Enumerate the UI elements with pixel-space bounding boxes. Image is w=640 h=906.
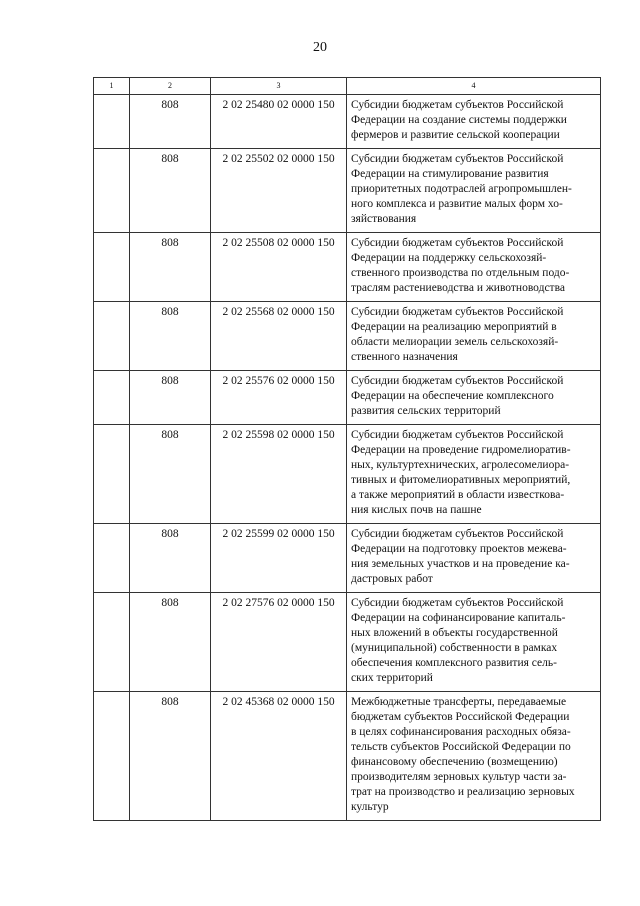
admin-code-cell: 808 [130,95,211,149]
description-line: обеспечения комплексного развития сель- [351,657,557,669]
description-line: ния кислых почв на пашне [351,504,482,516]
table-row [94,149,601,233]
description-line: в целях софинансирования расходных обяза- [351,726,571,738]
cell-col-1 [94,302,130,371]
description-line: Федерации на проведение гидромелиоратив- [351,444,571,456]
header-col-2: 2 [130,78,211,95]
revenue-code-cell: 2 02 25599 02 0000 150 [211,524,347,593]
header-col-3: 3 [211,78,347,95]
table-row [94,524,601,593]
table-body [94,95,601,821]
revenue-code-cell: 2 02 25598 02 0000 150 [211,425,347,524]
table-row [94,233,601,302]
cell-col-1 [94,233,130,302]
revenue-code-cell: 2 02 45368 02 0000 150 [211,692,347,821]
description-line: области мелиорации земель сельскохозяй- [351,336,559,348]
description-line: ских территорий [351,672,433,684]
description-line: ственного назначения [351,351,458,363]
description-line: трат на производство и реализацию зерновых [351,786,575,798]
description-line: Субсидии бюджетам субъектов Российской [351,237,564,249]
table-row [94,425,601,524]
description-line: культур [351,801,389,813]
description-line: Федерации на поддержку сельскохозяй- [351,252,547,264]
cell-col-1 [94,593,130,692]
description-line: дастровых работ [351,573,433,585]
admin-code-cell: 808 [130,692,211,821]
description-line: Федерации на обеспечение комплексного [351,390,554,402]
description-line: ных вложений в объекты государственной [351,627,558,639]
description-line: производителям зерновых культур части за- [351,771,567,783]
description-cell [347,371,601,425]
description-cell [347,593,601,692]
page-number: 20 [313,40,327,55]
description-line: Субсидии бюджетам субъектов Российской [351,306,564,318]
description-cell [347,425,601,524]
header-col-4: 4 [347,78,601,95]
cell-col-1 [94,149,130,233]
description-cell [347,95,601,149]
table-row [94,692,601,821]
description-line: Федерации на стимулирование развития [351,168,549,180]
description-line: развития сельских территорий [351,405,501,417]
description-cell [347,233,601,302]
description-line: ных, культуртехнических, агролесомелиора- [351,459,570,471]
description-line: Федерации на создание системы поддержки [351,114,567,126]
table-header-row [94,78,601,95]
admin-code-cell: 808 [130,524,211,593]
description-line: тивных и фитомелиоративных мероприятий, [351,474,571,486]
table-row [94,371,601,425]
table-row [94,95,601,149]
cell-col-1 [94,95,130,149]
description-line: зяйствования [351,213,417,225]
revenue-code-cell: 2 02 25480 02 0000 150 [211,95,347,149]
admin-code-cell: 808 [130,371,211,425]
admin-code-cell: 808 [130,425,211,524]
description-line: ния земельных участков и на проведение ка- [351,558,570,570]
description-cell [347,524,601,593]
description-line: Субсидии бюджетам субъектов Российской [351,99,564,111]
table-row [94,302,601,371]
description-line: (муниципальной) собственности в рамках [351,642,558,654]
budget-codes-table [93,77,601,821]
description-line: Субсидии бюджетам субъектов Российской [351,597,564,609]
description-line: а также мероприятий в области известкова- [351,489,565,501]
description-line: тельств субъектов Российской Федерации по [351,741,571,753]
revenue-code-cell: 2 02 25502 02 0000 150 [211,149,347,233]
table-row [94,593,601,692]
description-line: Субсидии бюджетам субъектов Российской [351,429,564,441]
description-line: приоритетных подотраслей агропромышлен- [351,183,572,195]
description-line: бюджетам субъектов Российской Федерации [351,711,570,723]
cell-col-1 [94,692,130,821]
admin-code-cell: 808 [130,593,211,692]
admin-code-cell: 808 [130,302,211,371]
description-line: Федерации на софинансирование капиталь- [351,612,566,624]
admin-code-cell: 808 [130,233,211,302]
description-line: ного комплекса и развитие малых форм хо- [351,198,563,210]
description-line: фермеров и развитие сельской кооперации [351,129,560,141]
revenue-code-cell: 2 02 25568 02 0000 150 [211,302,347,371]
description-cell [347,692,601,821]
description-line: Межбюджетные трансферты, передаваемые [351,696,567,708]
description-line: Федерации на реализацию мероприятий в [351,321,557,333]
revenue-code-cell: 2 02 27576 02 0000 150 [211,593,347,692]
description-line: Субсидии бюджетам субъектов Российской [351,375,564,387]
admin-code-cell: 808 [130,149,211,233]
description-line: финансовому обеспечению (возмещению) [351,756,558,768]
header-col-1: 1 [94,78,130,95]
cell-col-1 [94,425,130,524]
cell-col-1 [94,371,130,425]
description-line: Субсидии бюджетам субъектов Российской [351,153,564,165]
cell-col-1 [94,524,130,593]
revenue-code-cell: 2 02 25576 02 0000 150 [211,371,347,425]
description-line: Субсидии бюджетам субъектов Российской [351,528,564,540]
description-cell [347,302,601,371]
description-line: ственного производства по отдельным подо- [351,267,570,279]
description-cell [347,149,601,233]
description-line: Федерации на подготовку проектов межева- [351,543,567,555]
revenue-code-cell: 2 02 25508 02 0000 150 [211,233,347,302]
description-line: траслям растениеводства и животноводства [351,282,565,294]
